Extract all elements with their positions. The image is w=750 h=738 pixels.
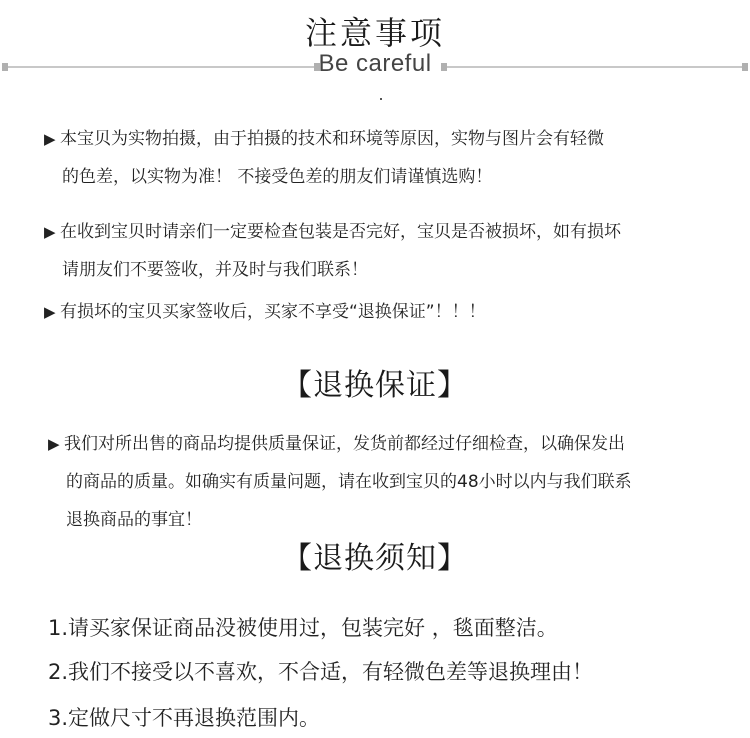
note-1-line-1: 本宝贝为实物拍摄，由于拍摄的技术和环境等原因，实物与图片会有轻微 (60, 129, 604, 149)
play-triangle-icon: ▶ (48, 435, 60, 453)
page-subtitle: Be careful (318, 50, 432, 77)
note-2 (44, 213, 621, 289)
guarantee-line-3: 退换商品的事宜！ (66, 510, 202, 530)
return-notice-heading: 【退换须知】 (282, 541, 468, 576)
play-triangle-icon: ▶ (44, 303, 56, 321)
play-triangle-icon: ▶ (44, 223, 56, 241)
note-1-line-2: 的色差，以实物为准！ 不接受色差的朋友们请谨慎选购！ (62, 167, 493, 187)
list-item: 2.我们不接受以不喜欢，不合适，有轻微色差等退换理由！ (48, 660, 594, 684)
page-title: 注意事项 (304, 14, 445, 52)
guarantee-text (48, 425, 632, 539)
note-1 (44, 120, 604, 196)
list-item: 3.定做尺寸不再退换范围内。 (48, 706, 321, 730)
guarantee-heading: 【退换保证】 (282, 368, 468, 403)
note-3-line-1: 有损坏的宝贝买家签收后，买家不享受“退换保证”！！！ (60, 302, 486, 322)
guarantee-line-2: 的商品的质量。如确实有质量问题，请在收到宝贝的48小时以内与我们联系 (66, 472, 632, 492)
note-2-line-1: 在收到宝贝时请亲们一定要检查包装是否完好，宝贝是否被损坏，如有损坏 (60, 222, 621, 242)
note-3 (44, 293, 486, 331)
note-2-line-2: 请朋友们不要签收，并及时与我们联系！ (62, 260, 368, 280)
decorative-dot (380, 98, 382, 100)
guarantee-line-1: 我们对所出售的商品均提供质量保证，发货前都经过仔细检查，以确保发出 (64, 434, 625, 454)
play-triangle-icon: ▶ (44, 130, 56, 148)
list-item: 1.请买家保证商品没被使用过，包装完好 ，毯面整洁。 (48, 616, 558, 640)
